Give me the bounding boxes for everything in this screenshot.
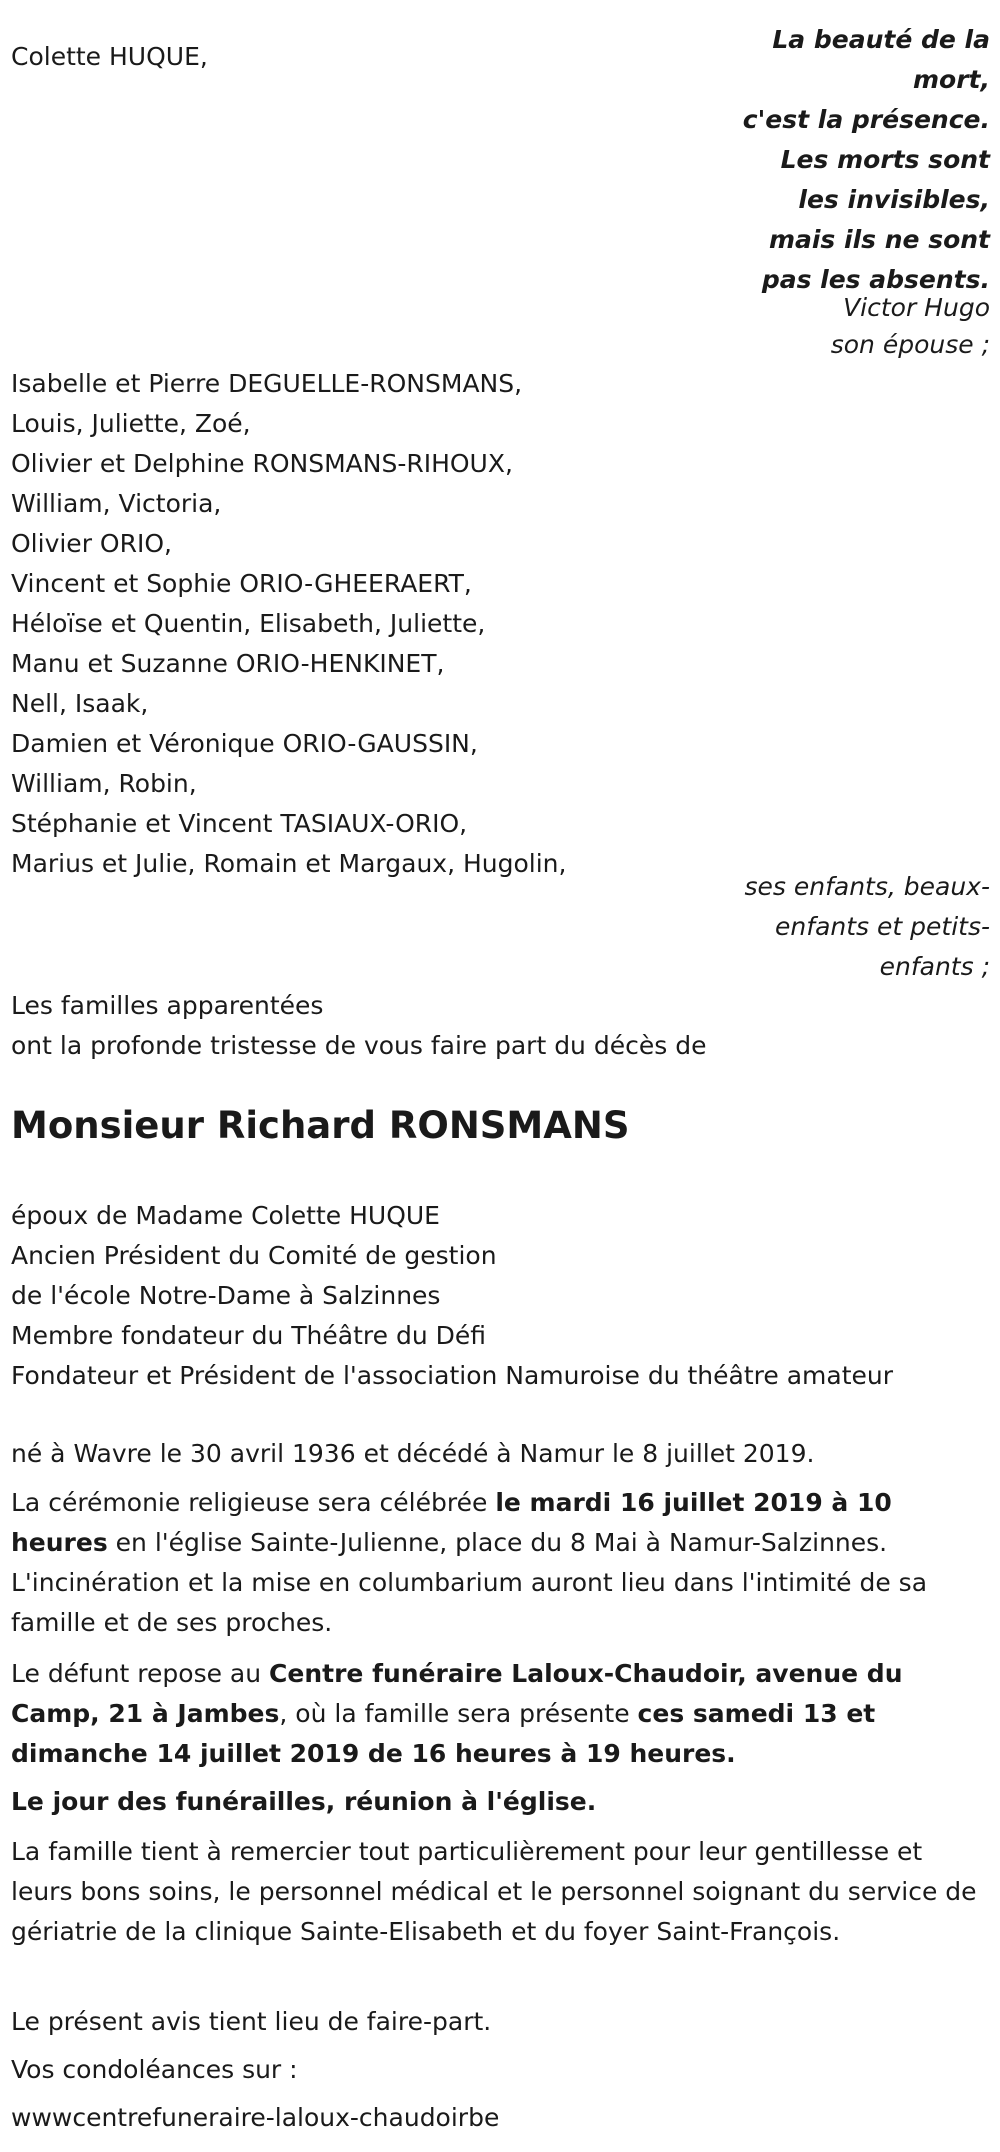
ceremony-paragraph xyxy=(11,1483,991,1643)
announcement xyxy=(11,986,706,1066)
repose-text: Le défunt repose au xyxy=(11,1659,270,1688)
thanks-paragraph: La famille tient à remercier tout particulièrement pour leur gentillesse et leurs bons soins, le personnel médical et le personnel soignant du service de gériatrie de la clinique Sainte-Elisabeth et du foyer Saint-François. xyxy=(11,1837,977,1946)
quote-line: mais ils ne sont pas les absents. xyxy=(761,225,990,294)
family-member: Louis, Juliette, Zoé, xyxy=(11,409,251,438)
quote-block xyxy=(740,20,990,300)
family-member: William, Victoria, xyxy=(11,489,222,518)
family-member: Marius et Julie, Romain et Margaux, Hugolin, xyxy=(11,849,567,878)
title-line: Ancien Président du Comité de gestion xyxy=(11,1241,497,1270)
repose-text: , où la famille sera présente xyxy=(279,1699,638,1728)
website-link[interactable]: wwwcentrefuneraire-laloux-chaudoirbe xyxy=(11,2103,500,2132)
notice: Le présent avis tient lieu de faire-part. xyxy=(11,2007,492,2036)
funeral-center-address: Centre funéraire Laloux-Chaudoir, avenue du Camp, 21 à Jambes xyxy=(11,1659,903,1728)
title-line: époux de Madame Colette HUQUE xyxy=(11,1201,440,1230)
family-member: Olivier et Delphine RONSMANS-RIHOUX, xyxy=(11,449,513,478)
ceremony-date: le mardi 16 juillet 2019 à 10 heures xyxy=(11,1488,892,1557)
quote-line: c'est la présence. xyxy=(742,105,990,134)
birth-death: né à Wavre le 30 avril 1936 et décédé à Namur le 8 juillet 2019. xyxy=(11,1439,815,1468)
family-member: Vincent et Sophie ORIO-GHEERAERT, xyxy=(11,569,472,598)
ceremony-text: en l'église Sainte-Julienne, place du 8 Mai à Namur-Salzinnes. L'incinération et la mise en columbarium auront lieu dans l'intimité de sa famille et de ses proches. xyxy=(11,1528,928,1637)
family-member: Manu et Suzanne ORIO-HENKINET, xyxy=(11,649,445,678)
title-line: Membre fondateur du Théâtre du Défi xyxy=(11,1321,486,1350)
condolences-label: Vos condoléances sur : xyxy=(11,2055,298,2084)
relation-line: ses enfants, beaux- xyxy=(744,872,990,901)
title-line: de l'école Notre-Dame à Salzinnes xyxy=(11,1281,441,1310)
family-relation xyxy=(744,867,990,987)
family-member: Nell, Isaak, xyxy=(11,689,149,718)
quote-line: La beauté de la mort, xyxy=(772,25,990,94)
family-list xyxy=(11,364,566,884)
announcement-line: ont la profonde tristesse de vous faire part du décès de xyxy=(11,1031,707,1060)
quote-author: Victor Hugo xyxy=(843,293,990,322)
titles-list xyxy=(11,1196,893,1396)
deceased-name: Monsieur Richard RONSMANS xyxy=(11,1104,630,1147)
quote-line: Les morts sont les invisibles, xyxy=(780,145,990,214)
family-member: Isabelle et Pierre DEGUELLE-RONSMANS, xyxy=(11,369,523,398)
family-member: Olivier ORIO, xyxy=(11,529,172,558)
title-line: Fondateur et Président de l'association Namuroise du théâtre amateur xyxy=(11,1361,893,1390)
family-member: William, Robin, xyxy=(11,769,197,798)
spouse-relation: son épouse ; xyxy=(830,330,990,359)
family-member: Stéphanie et Vincent TASIAUX-ORIO, xyxy=(11,809,468,838)
relation-line: enfants et petits- xyxy=(775,912,990,941)
visitation-dates: ces samedi 13 et dimanche 14 juillet 2019 de 16 heures à 19 heures. xyxy=(11,1699,876,1768)
ceremony-text: La cérémonie religieuse sera célébrée xyxy=(11,1488,496,1517)
family-member: Héloïse et Quentin, Elisabeth, Juliette, xyxy=(11,609,486,638)
relation-line: enfants ; xyxy=(879,952,990,981)
family-member: Damien et Véronique ORIO-GAUSSIN, xyxy=(11,729,478,758)
spouse-name: Colette HUQUE, xyxy=(11,42,208,71)
announcement-line: Les familles apparentées xyxy=(11,991,324,1020)
funeral-day: Le jour des funérailles, réunion à l'église. xyxy=(11,1787,597,1816)
repose-paragraph xyxy=(11,1654,991,1774)
